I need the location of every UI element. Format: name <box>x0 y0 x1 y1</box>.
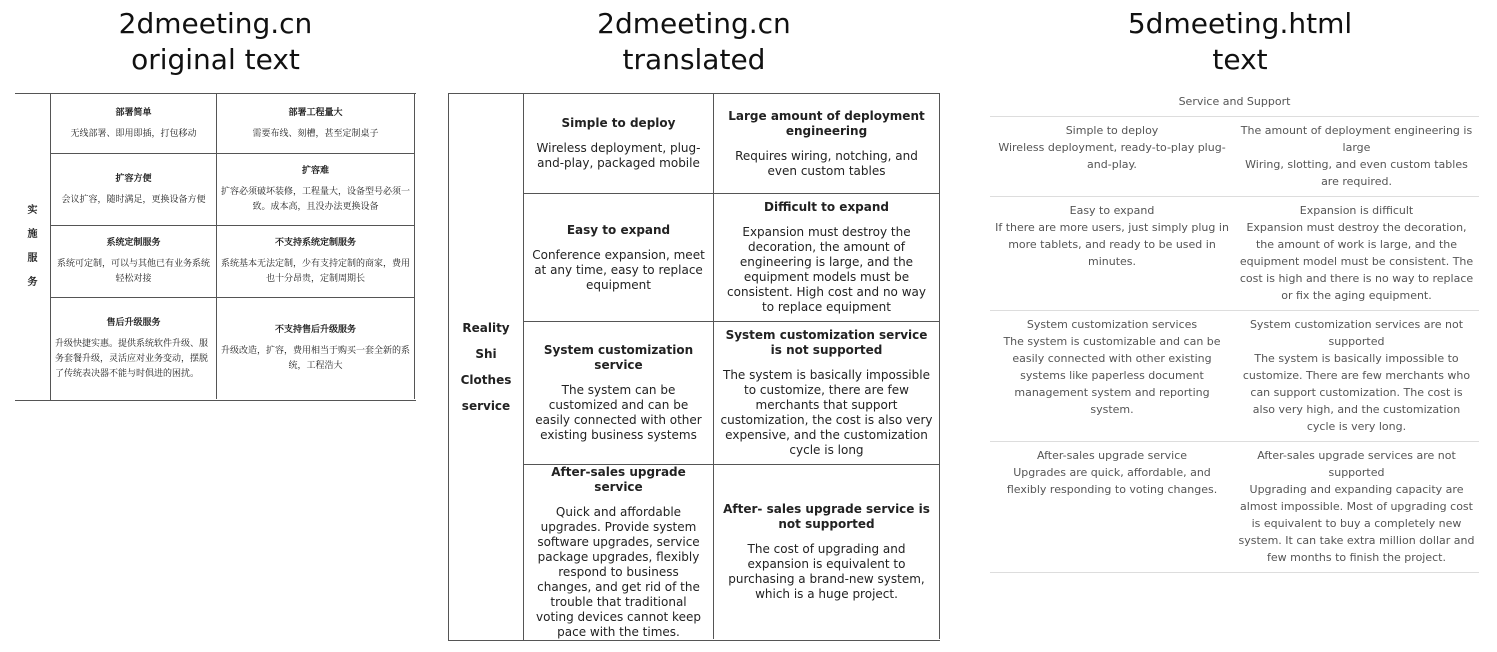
cell-body: The cost of upgrading and expansion is equivalent to purchasing a brand-new system, which is a huge project. <box>728 542 925 601</box>
advantage-cell <box>51 154 217 225</box>
cell-heading: System customization services are not supported <box>1249 318 1464 348</box>
cell-body: Wiring, slotting, and even custom tables are required. <box>1245 158 1468 188</box>
table-row <box>524 322 940 465</box>
cell-body: 升级改造，扩容，费用相当于购买一套全新的系统，工程浩大 <box>221 346 411 371</box>
side-label <box>448 94 524 640</box>
side-word: Shi <box>475 347 497 361</box>
cell-body: Upgrades are quick, affordable, and flexibly responding to voting changes. <box>1006 466 1218 496</box>
cell-heading: Easy to expand <box>1069 204 1155 217</box>
disadvantage-cell <box>217 226 415 297</box>
disadvantage-cell <box>714 465 940 639</box>
cell-heading: After-sales upgrade service <box>551 464 686 494</box>
table-caption: Service and Support <box>990 93 1479 117</box>
title-line1: 2dmeeting.cn <box>597 7 791 40</box>
cell-heading: 售后升级服务 <box>106 317 161 328</box>
cell-body: The system is customizable and can be easily connected with other existing systems like paperless document management system and reporting system. <box>1003 335 1221 416</box>
table-row <box>51 154 415 226</box>
panel-title-original <box>15 6 416 78</box>
disadvantage-cell <box>1234 311 1479 441</box>
disadvantage-cell <box>217 94 415 153</box>
cell-heading: After-sales upgrade services are not supported <box>1257 449 1456 479</box>
disadvantage-cell <box>217 154 415 225</box>
side-word: Reality <box>462 321 510 335</box>
cell-body: Quick and affordable upgrades. Provide system software upgrades, service package upgrades, flexibly respond to business changes, and get rid of the trouble that traditional voting devices cannot keep pace with the times. <box>536 504 701 639</box>
side-char: 服 <box>27 253 38 264</box>
cell-body: The system is basically impossible to customize, there are few merchants that support customization, the cost is also very expensive, and the customization cycle is long <box>720 368 933 457</box>
advantage-cell <box>990 311 1234 441</box>
cell-heading: 扩容方便 <box>115 173 152 184</box>
fivedmeeting-table <box>990 93 1479 573</box>
cell-body: Wireless deployment, plug-and-play, packaged mobile <box>536 141 701 170</box>
side-char: 施 <box>27 229 38 240</box>
cell-body: Expansion must destroy the decoration, the amount of engineering is large, and the equipment models must be consistent. High cost and no way to replace equipment <box>727 225 926 314</box>
cell-body: 会议扩容，随时满足，更换设备方便 <box>61 194 206 205</box>
cell-body: Requires wiring, notching, and even custom tables <box>735 148 918 178</box>
disadvantage-cell <box>1234 117 1479 196</box>
advantage-cell <box>51 226 217 297</box>
cell-heading: The amount of deployment engineering is large <box>1240 124 1473 154</box>
advantage-cell <box>524 194 714 321</box>
title-line2: text <box>1212 43 1268 76</box>
disadvantage-cell <box>1234 197 1479 310</box>
cell-heading: After-sales upgrade service <box>1036 449 1188 462</box>
disadvantage-cell <box>217 298 415 399</box>
disadvantage-cell <box>714 194 940 321</box>
title-line1: 5dmeeting.html <box>1127 7 1353 40</box>
advantage-cell <box>990 197 1234 310</box>
title-line2: original text <box>131 43 300 76</box>
disadvantage-cell <box>714 94 940 193</box>
cell-body: 升级快捷实惠。提供系统软件升级、服务套餐升级，灵活应对业务变动，摆脱了传统表决器不能与时俱进的困扰。 <box>55 338 209 379</box>
cell-body: 需要布线、刻槽，甚至定制桌子 <box>252 128 379 139</box>
panel-title-translated <box>448 6 940 78</box>
cell-heading: 不支持售后升级服务 <box>274 325 356 335</box>
cell-heading: After- sales upgrade service is not supported <box>723 502 930 531</box>
table-row <box>51 94 415 154</box>
cell-body: Conference expansion, meet at any time, easy to replace equipment <box>532 247 705 292</box>
cell-body: The system is basically impossible to customize. There are few merchants who can support customization. The cost is also very high, and the customization cycle is very long. <box>1242 352 1471 433</box>
cell-body: Wireless deployment, ready-to-play plug-and-play. <box>998 141 1226 171</box>
table-row <box>524 465 940 639</box>
cell-body: 系统可定制，可以与其他已有业务系统轻松对接 <box>56 259 210 284</box>
advantage-cell <box>524 94 714 193</box>
cell-heading: Easy to expand <box>566 222 671 237</box>
cell-heading: Expansion is difficult <box>1299 204 1414 217</box>
table-row <box>990 311 1479 442</box>
table-row <box>990 442 1479 573</box>
cell-body: Expansion must destroy the decoration, the amount of work is large, and the equipment model must be consistent. The cost is high and there is no way to replace or fix the aging equipment. <box>1239 221 1474 302</box>
cell-heading: System customization service <box>543 343 694 372</box>
disadvantage-cell <box>714 322 940 464</box>
cell-body: 扩容必须破坏装修，工程量大，设备型号必须一致。成本高，且没办法更换设备 <box>221 187 411 212</box>
advantage-cell <box>524 465 714 639</box>
advantage-cell <box>51 298 217 399</box>
table-row <box>524 94 940 194</box>
cell-body: The system can be customized and can be easily connected with other existing business systems <box>535 383 702 442</box>
cell-heading: 部署工程量大 <box>288 107 343 118</box>
advantage-cell <box>990 117 1234 196</box>
table-row <box>51 226 415 298</box>
panel-title-5dmeeting <box>990 6 1490 78</box>
cell-heading: 扩容难 <box>301 166 329 176</box>
side-char: 务 <box>27 277 38 288</box>
table-row <box>524 194 940 322</box>
translated-table <box>448 93 940 641</box>
side-word: service <box>461 399 511 413</box>
side-word: Clothes <box>460 373 512 387</box>
table-row <box>990 197 1479 311</box>
title-line1: 2dmeeting.cn <box>118 7 313 40</box>
disadvantage-cell <box>1234 442 1479 572</box>
cell-heading: System customization services <box>1026 318 1198 331</box>
table-row <box>51 298 415 399</box>
cell-heading: Difficult to expand <box>764 200 889 214</box>
cell-heading: System customization service is not supported <box>725 328 928 357</box>
cell-body: 无线部署、即用即插，打包移动 <box>70 128 197 139</box>
side-char: 实 <box>27 205 38 216</box>
original-table <box>15 93 416 401</box>
advantage-cell <box>990 442 1234 572</box>
title-line2: translated <box>622 43 766 76</box>
advantage-cell <box>524 322 714 464</box>
table-row <box>990 117 1479 197</box>
cell-heading: Large amount of deployment engineering <box>728 108 925 138</box>
cell-body: Upgrading and expanding capacity are almost impossible. Most of upgrading cost is equivalent to buy a completely new system. It can take extra million dollar and few months to finish the project. <box>1238 483 1475 564</box>
cell-heading: Simple to deploy <box>1065 124 1159 137</box>
cell-heading: 部署简单 <box>115 107 152 118</box>
cell-body: 系统基本无法定制，少有支持定制的商家，费用也十分昂贵，定制周期长 <box>221 259 411 284</box>
cell-heading: 不支持系统定制服务 <box>274 238 356 248</box>
cell-body: If there are more users, just simply plug in more tablets, and ready to be used in minutes. <box>995 221 1229 268</box>
side-label <box>15 94 51 400</box>
cell-heading: 系统定制服务 <box>106 238 161 248</box>
advantage-cell <box>51 94 217 153</box>
cell-heading: Simple to deploy <box>561 116 676 130</box>
